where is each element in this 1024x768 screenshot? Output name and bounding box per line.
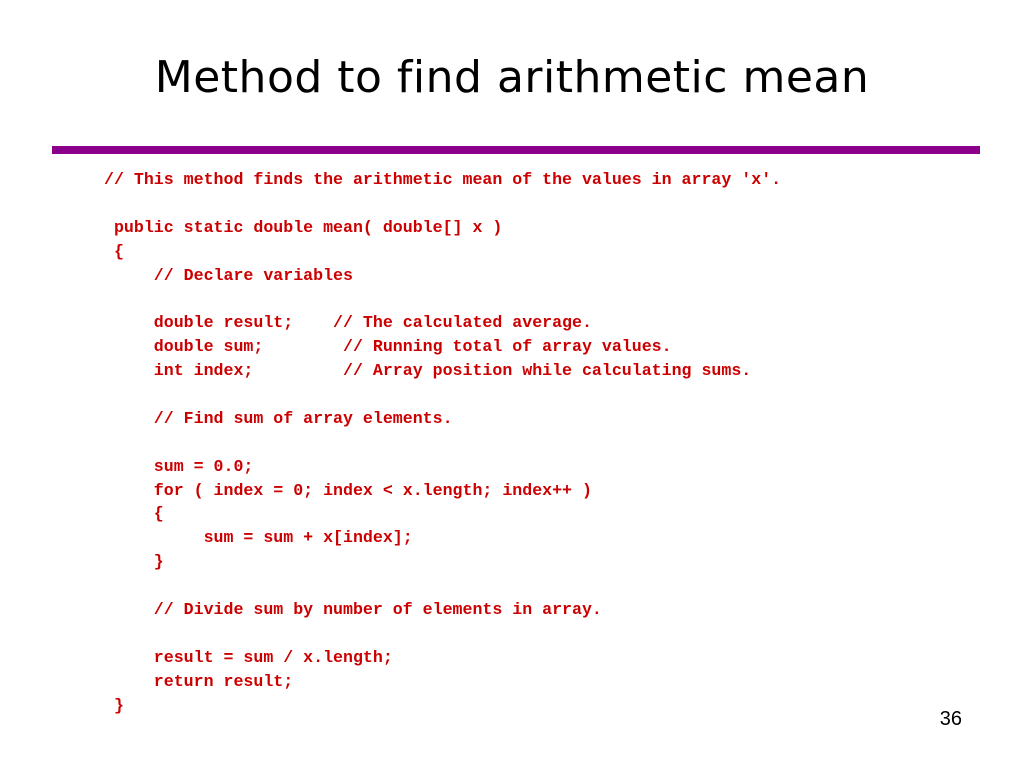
code-line: public static double mean( double[] x ) [104,217,503,237]
code-line: int index; // Array position while calculating sums. [104,361,752,381]
code-line [104,574,781,598]
code-line: // Find sum of array elements. [104,408,453,428]
code-line: { [104,504,164,524]
code-line [104,431,781,455]
code-line: } [104,695,124,715]
code-line: // Divide sum by number of elements in array. [104,600,602,620]
code-line: return result; [104,671,294,691]
code-line [104,622,781,646]
code-line: sum = sum + x[index]; [104,528,413,548]
title-divider [52,146,980,154]
code-line: } [104,552,164,572]
code-line [104,287,781,311]
code-line: for ( index = 0; index < x.length; index++ ) [104,480,592,500]
code-line: // Declare variables [104,265,353,285]
code-block [104,168,781,717]
code-line: sum = 0.0; [104,456,254,476]
code-line [104,192,781,216]
code-line: // This method finds the arithmetic mean of the values in array 'x'. [104,170,782,189]
code-line: double sum; // Running total of array values. [104,337,672,357]
code-line [104,383,781,407]
slide-title: Method to find arithmetic mean [154,52,870,103]
code-line: result = sum / x.length; [104,647,393,667]
slide-number: 36 [939,708,962,730]
code-line: { [104,241,124,261]
code-line: double result; // The calculated average. [104,313,592,333]
